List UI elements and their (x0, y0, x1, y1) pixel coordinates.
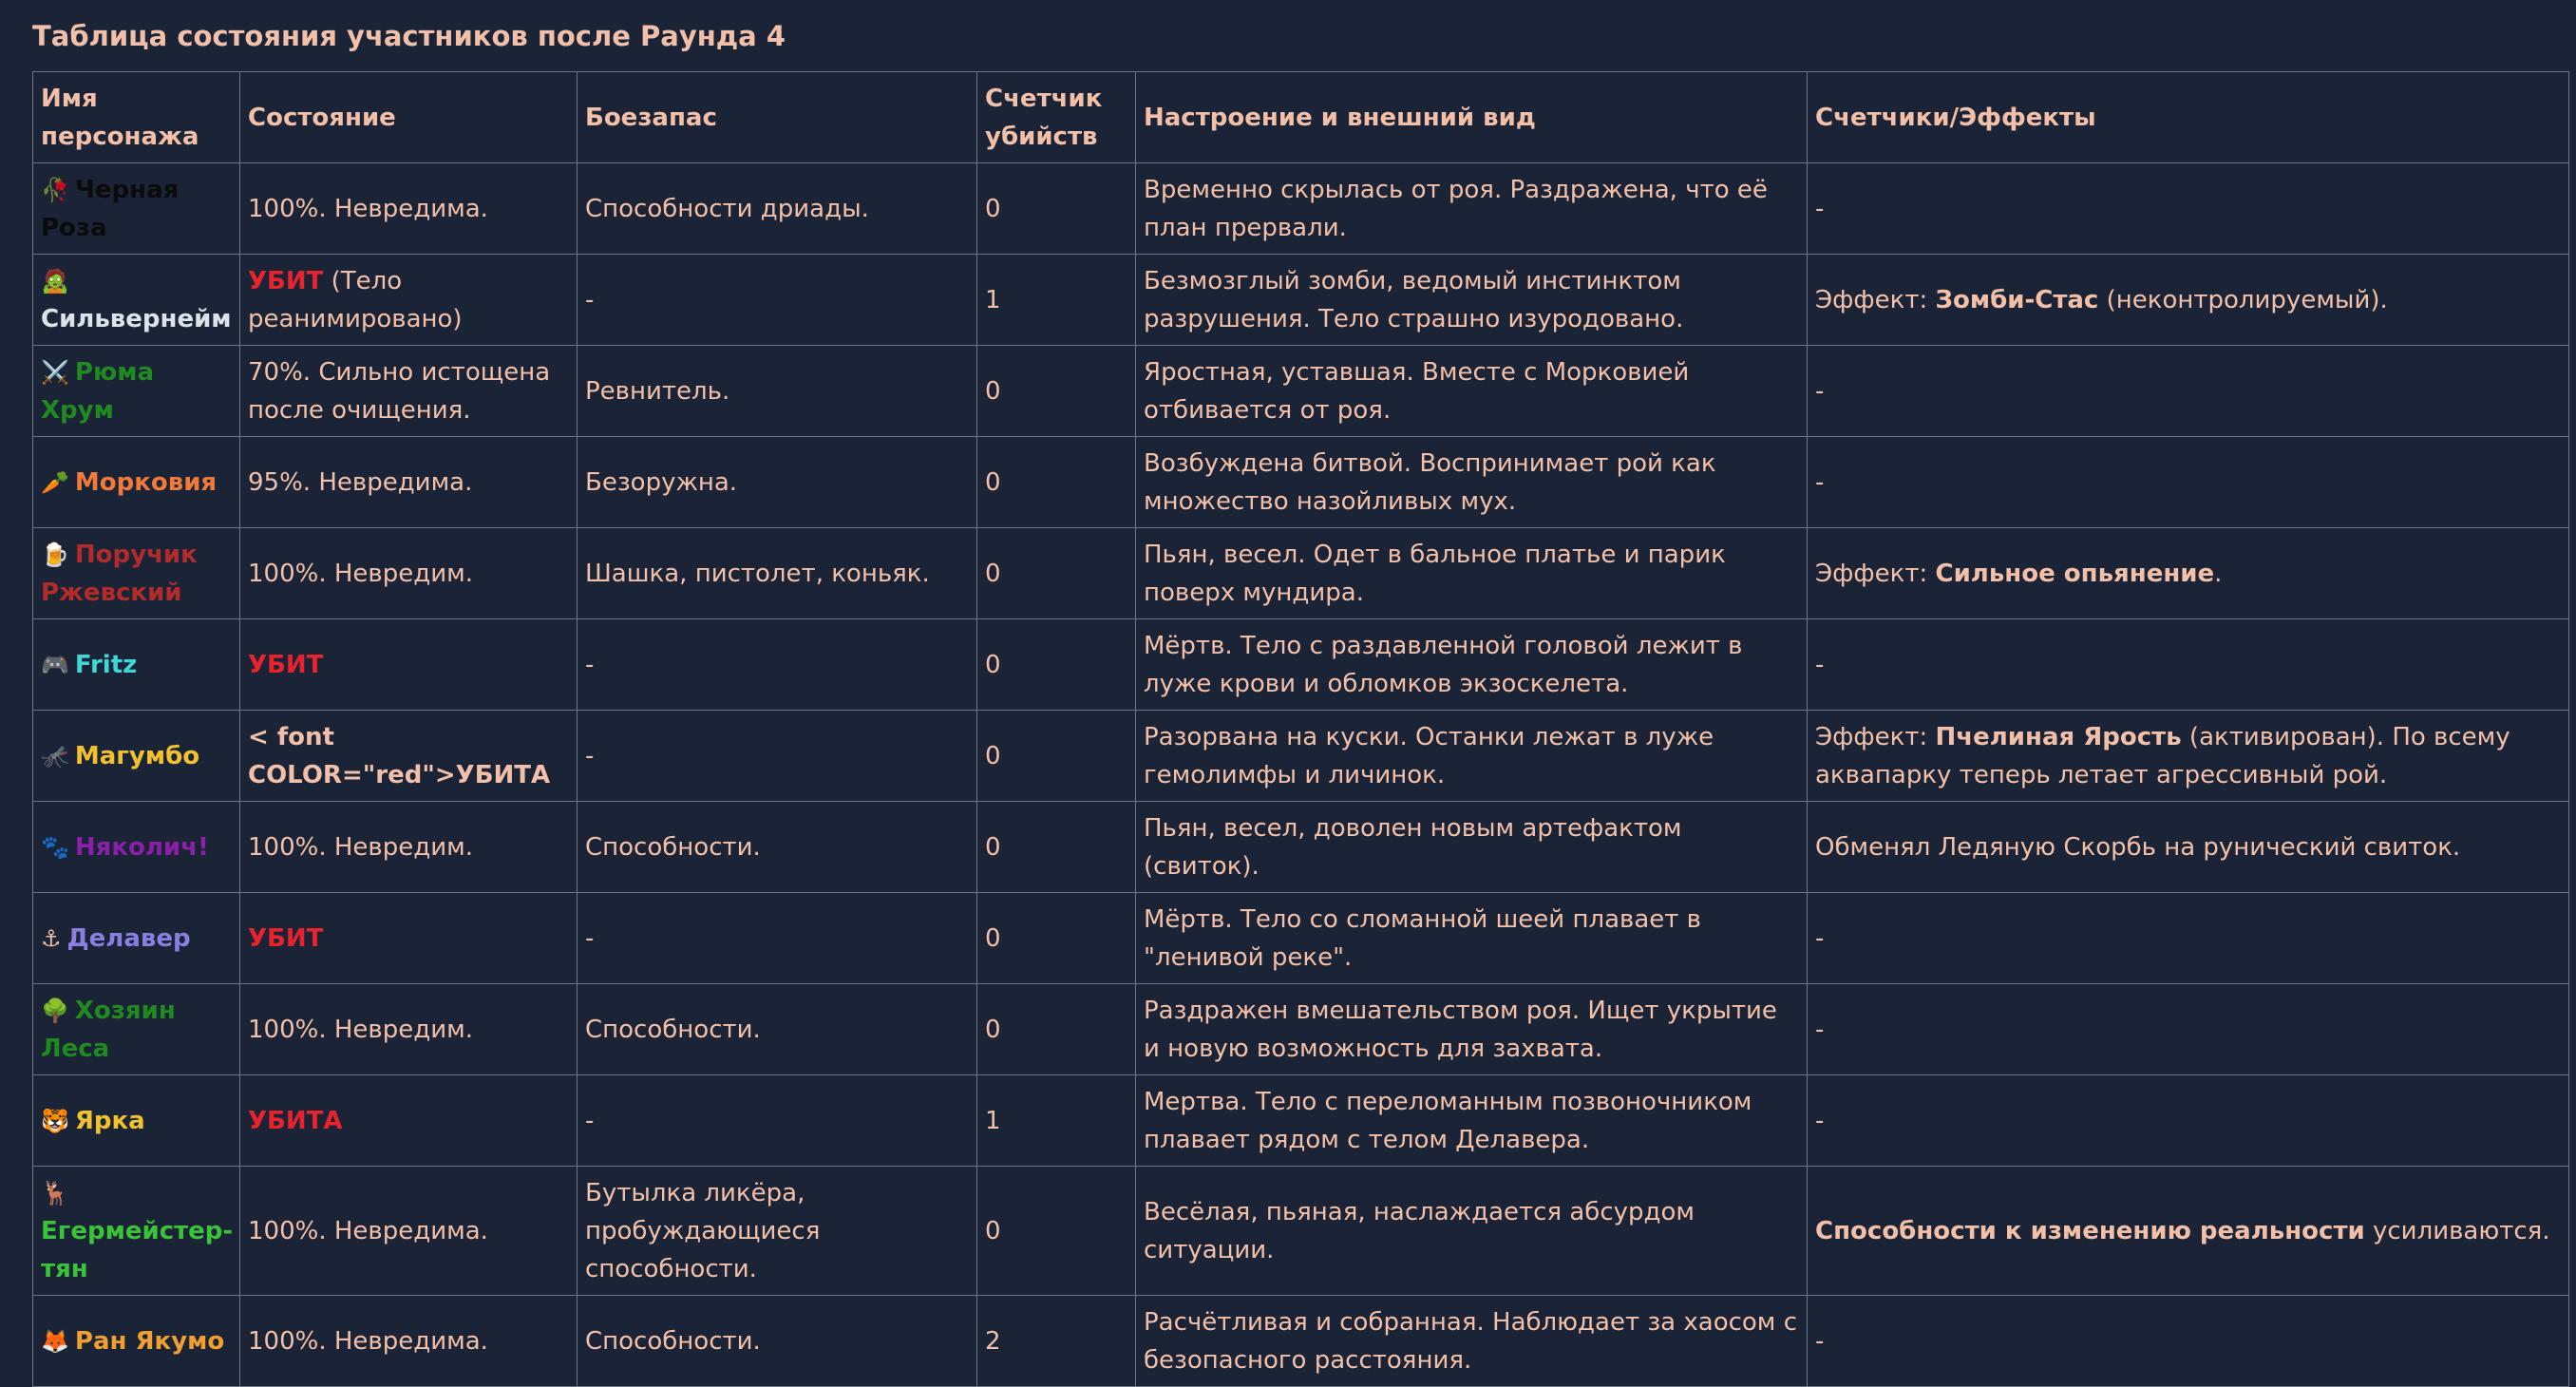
kills-cell: 1 (977, 1074, 1136, 1166)
table-row (33, 892, 2569, 983)
table-row (33, 983, 2569, 1074)
character-name: Ярка (74, 1106, 145, 1135)
character-name-cell (33, 1295, 240, 1386)
table-header-row (33, 71, 2569, 162)
state-text: 100%. Невредима. (248, 194, 488, 223)
character-name-cell (33, 1166, 240, 1295)
table-row (33, 618, 2569, 710)
effects-cell (1808, 436, 2569, 527)
state-text: (Тело реанимировано) (248, 266, 463, 333)
state-cell (240, 527, 578, 618)
kills-cell: 0 (977, 345, 1136, 436)
character-name: Няколич! (74, 832, 209, 862)
state-cell (240, 801, 578, 892)
header-mood: Настроение и внешний вид (1136, 71, 1808, 162)
effects-cell (1808, 1295, 2569, 1386)
character-name-cell (33, 254, 240, 345)
ammo-cell: - (578, 892, 977, 983)
character-name: Сильвернейм (41, 304, 232, 333)
header-effects: Счетчики/Эффекты (1808, 71, 2569, 162)
status-table-container (32, 17, 2568, 1387)
state-dead-label: УБИТА (248, 1106, 343, 1135)
effects-cell (1808, 1074, 2569, 1166)
kills-cell: 0 (977, 1166, 1136, 1295)
game-controller-icon: 🎮 (41, 651, 69, 678)
header-ammo: Боезапас (578, 71, 977, 162)
ammo-cell: Способности. (578, 983, 977, 1074)
effect-name: Пчелиная Ярость (1935, 722, 2182, 751)
state-cell (240, 710, 578, 801)
anchor-icon: ⚓ (41, 924, 62, 952)
character-name: Ран Якумо (74, 1326, 225, 1356)
state-cell (240, 892, 578, 983)
tree-icon: 🌳 (41, 997, 69, 1024)
state-cell (240, 983, 578, 1074)
effects-cell (1808, 892, 2569, 983)
mood-cell: Разорвана на куски. Останки лежат в луже гемолимфы и личинок. (1136, 710, 1808, 801)
effect-prefix: - (1815, 1015, 1825, 1044)
effect-prefix: - (1815, 923, 1825, 953)
character-name: Рюма Хрум (41, 357, 155, 425)
character-name-cell (33, 1074, 240, 1166)
status-table (32, 71, 2569, 1387)
effect-prefix: - (1815, 1326, 1825, 1356)
table-row (33, 162, 2569, 254)
mood-cell: Возбуждена битвой. Воспринимает рой как множество назойливых мух. (1136, 436, 1808, 527)
mood-cell: Яростная, уставшая. Вместе с Морковией отбивается от роя. (1136, 345, 1808, 436)
mood-cell: Пьян, весел, доволен новым артефактом (свиток). (1136, 801, 1808, 892)
tiger-face-icon: 🐯 (41, 1107, 69, 1134)
kills-cell: 2 (977, 1295, 1136, 1386)
effect-prefix: Эффект: (1815, 285, 1936, 314)
kills-cell: 0 (977, 983, 1136, 1074)
effect-suffix: (активирован). По всему аквапарку теперь летает агрессивный рой. (1815, 722, 2510, 789)
kills-cell: 0 (977, 436, 1136, 527)
character-name: Хозяин Леса (41, 996, 176, 1063)
mosquito-icon: 🦟 (41, 742, 69, 770)
ammo-cell: - (578, 1074, 977, 1166)
effect-prefix: - (1815, 194, 1825, 223)
page-title: Таблица состояния участников после Раунда 4 (32, 20, 786, 52)
kills-cell: 0 (977, 162, 1136, 254)
character-name: Черная Роза (41, 175, 180, 242)
effects-cell (1808, 801, 2569, 892)
effects-cell (1808, 345, 2569, 436)
beer-mug-icon: 🍺 (41, 541, 69, 568)
table-row (33, 710, 2569, 801)
character-name-cell (33, 345, 240, 436)
table-row (33, 436, 2569, 527)
table-row (33, 1295, 2569, 1386)
effect-prefix: Эффект: (1815, 722, 1936, 751)
character-name-cell (33, 892, 240, 983)
mood-cell: Мёртв. Тело с раздавленной головой лежит в луже крови и обломков экзоскелета. (1136, 618, 1808, 710)
state-text: 100%. Невредима. (248, 1326, 488, 1356)
ammo-cell: Безоружна. (578, 436, 977, 527)
character-name: Морковия (74, 467, 218, 497)
effects-cell (1808, 618, 2569, 710)
mood-cell: Весёлая, пьяная, наслаждается абсурдом ситуации. (1136, 1166, 1808, 1295)
state-text: 100%. Невредим. (248, 1015, 473, 1044)
character-name-cell (33, 527, 240, 618)
state-cell (240, 436, 578, 527)
table-row (33, 254, 2569, 345)
ammo-cell: Способности. (578, 1295, 977, 1386)
table-row (33, 527, 2569, 618)
ammo-cell: Шашка, пистолет, коньяк. (578, 527, 977, 618)
effect-name: Способности к изменению реальности (1815, 1216, 2365, 1245)
state-cell (240, 345, 578, 436)
header-name: Имя персонажа (33, 71, 240, 162)
ammo-cell: Способности. (578, 801, 977, 892)
kills-cell: 0 (977, 892, 1136, 983)
kills-cell: 1 (977, 254, 1136, 345)
effect-suffix: усиливаются. (2364, 1216, 2550, 1245)
state-dead-label: УБИТ (248, 266, 324, 295)
effect-prefix: - (1815, 650, 1825, 679)
mood-cell: Временно скрылась от роя. Раздражена, что её план прервали. (1136, 162, 1808, 254)
effects-cell (1808, 1166, 2569, 1295)
fox-face-icon: 🦊 (41, 1327, 69, 1355)
effect-suffix: (неконтролируемый). (2098, 285, 2388, 314)
effects-cell (1808, 710, 2569, 801)
zombie-icon: 🧟 (41, 267, 69, 294)
table-row (33, 345, 2569, 436)
state-text: 100%. Невредим. (248, 559, 473, 588)
character-name-cell (33, 983, 240, 1074)
state-text: 100%. Невредима. (248, 1216, 488, 1245)
ammo-cell: - (578, 710, 977, 801)
ammo-cell: Бутылка ликёра, пробуждающиеся способности. (578, 1166, 977, 1295)
state-text: 100%. Невредим. (248, 832, 473, 862)
kills-cell: 0 (977, 618, 1136, 710)
character-name-cell (33, 710, 240, 801)
ammo-cell: - (578, 618, 977, 710)
effect-prefix: Эффект: (1815, 559, 1936, 588)
kills-cell: 0 (977, 801, 1136, 892)
state-cell (240, 1166, 578, 1295)
state-dead-label: УБИТ (248, 923, 324, 953)
effect-name: Сильное опьянение (1935, 559, 2215, 588)
effects-cell (1808, 254, 2569, 345)
carrot-icon: 🥕 (41, 468, 69, 496)
character-name-cell (33, 618, 240, 710)
state-cell (240, 162, 578, 254)
table-row (33, 801, 2569, 892)
state-cell (240, 618, 578, 710)
kills-cell: 0 (977, 527, 1136, 618)
effect-prefix: - (1815, 467, 1825, 497)
mood-cell: Раздражен вмешательством роя. Ищет укрытие и новую возможность для захвата. (1136, 983, 1808, 1074)
ammo-cell: Способности дриады. (578, 162, 977, 254)
effects-cell (1808, 527, 2569, 618)
ammo-cell: Ревнитель. (578, 345, 977, 436)
character-name-cell (33, 801, 240, 892)
mood-cell: Безмозглый зомби, ведомый инстинктом разрушения. Тело страшно изуродовано. (1136, 254, 1808, 345)
crossed-swords-icon: ⚔️ (41, 358, 69, 386)
table-row (33, 1074, 2569, 1166)
character-name-cell (33, 162, 240, 254)
effects-cell (1808, 162, 2569, 254)
state-text: 95%. Невредима. (248, 467, 473, 497)
state-cell (240, 1074, 578, 1166)
ammo-cell: - (578, 254, 977, 345)
character-name: Поручик Ржевский (41, 540, 198, 607)
character-name: Магумбо (74, 741, 200, 770)
character-name-cell (33, 436, 240, 527)
character-name: Егермейстер-тян (41, 1216, 234, 1283)
effect-name: Зомби-Стас (1935, 285, 2099, 314)
state-cell (240, 1295, 578, 1386)
character-name: Делавер (66, 923, 191, 953)
effect-prefix: - (1815, 1106, 1825, 1135)
paw-prints-icon: 🐾 (41, 833, 69, 861)
effect-prefix: Обменял Ледяную Скорбь на рунический свиток. (1815, 832, 2461, 862)
effects-cell (1808, 983, 2569, 1074)
mood-cell: Пьян, весел. Одет в бальное платье и парик поверх мундира. (1136, 527, 1808, 618)
state-dead-label: УБИТ (248, 650, 324, 679)
kills-cell: 0 (977, 710, 1136, 801)
wilted-rose-icon: 🥀 (41, 176, 69, 203)
mood-cell: Мёртв. Тело со сломанной шеей плавает в "ленивой реке". (1136, 892, 1808, 983)
header-state: Состояние (240, 71, 578, 162)
mood-cell: Расчётливая и собранная. Наблюдает за хаосом с безопасного расстояния. (1136, 1295, 1808, 1386)
header-kills: Счетчик убийств (977, 71, 1136, 162)
state-text: < font COLOR="red">УБИТА (248, 722, 551, 789)
character-name: Fritz (74, 650, 138, 679)
deer-icon: 🦌 (41, 1179, 69, 1206)
state-cell (240, 254, 578, 345)
effect-suffix: . (2214, 559, 2223, 588)
mood-cell: Мертва. Тело с переломанным позвоночником плавает рядом с телом Делавера. (1136, 1074, 1808, 1166)
state-text: 70%. Сильно истощена после очищения. (248, 357, 551, 425)
table-row (33, 1166, 2569, 1295)
effect-prefix: - (1815, 376, 1825, 406)
